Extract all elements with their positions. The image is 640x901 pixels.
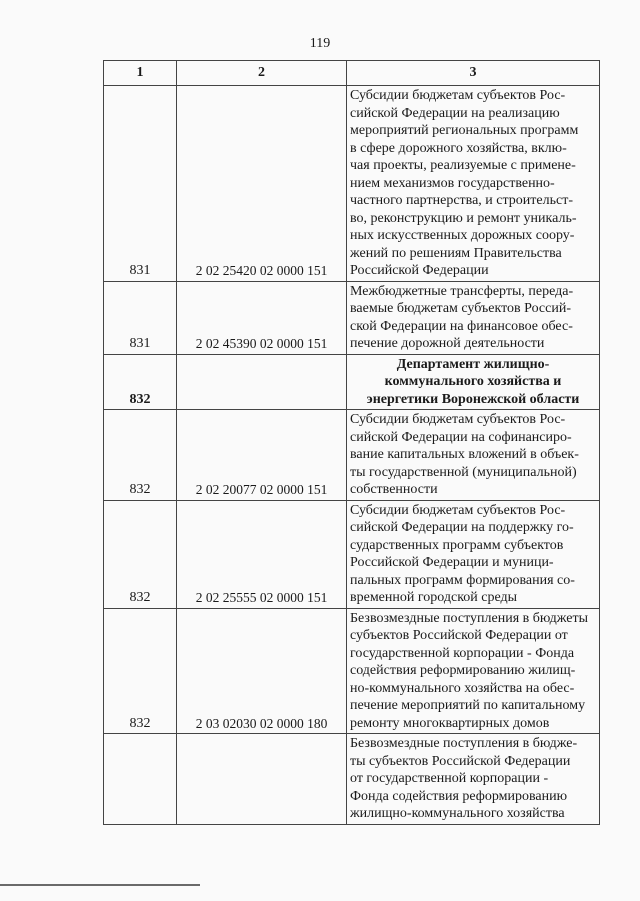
column-header-description: 3 [347, 61, 600, 86]
table-row [104, 86, 600, 282]
table-row [104, 410, 600, 501]
description-line: вание капитальных вложений в объек- [350, 447, 579, 462]
description-line: Субсидии бюджетам субъектов Рос- [350, 88, 566, 103]
description-cell [347, 281, 600, 354]
department-row [104, 354, 600, 410]
page-number: 119 [309, 36, 331, 51]
admin-code-cell: 832 [104, 410, 177, 501]
table-row [104, 734, 600, 825]
revenue-code-cell: 2 02 25420 02 0000 151 [177, 86, 347, 282]
description-line: собственности [350, 482, 438, 497]
description-line: государственной корпорации - Фонда [350, 645, 575, 661]
description-line: энергетики Воронежской области [366, 391, 580, 407]
description-line: ремонту многоквартирных домов [350, 715, 550, 731]
revenue-code-cell: 2 02 45390 02 0000 151 [177, 281, 347, 354]
description-line: жений по решениям Правительства [350, 245, 562, 261]
column-header-code: 2 [177, 61, 347, 86]
description-line: во, реконструкцию и ремонт уникаль- [350, 210, 577, 226]
description-line: печение мероприятий по капитальному [350, 698, 586, 713]
column-header-admin: 1 [104, 61, 177, 86]
revenue-code-cell: 2 02 25555 02 0000 151 [177, 500, 347, 608]
description-line: ных искусственных дорожных соору- [350, 228, 575, 243]
description-line: жилищно-коммунального хозяйства [350, 806, 565, 821]
description-line: временной городской среды [350, 590, 518, 605]
description-line: Субсидии бюджетам субъектов Рос- [350, 502, 566, 518]
revenue-code-cell: 2 02 20077 02 0000 151 [177, 410, 347, 501]
budget-table [103, 60, 600, 825]
description-line: печение дорожной деятельности [350, 336, 545, 351]
description-line: от государственной корпорации - [350, 771, 549, 786]
description-line: содействия реформированию жилищ- [350, 663, 576, 678]
description-cell [347, 86, 600, 282]
description-line: Департамент жилищно- [396, 356, 550, 372]
admin-code-cell: 832 [104, 608, 177, 734]
description-line: сийской Федерации на софинансиро- [350, 429, 572, 445]
description-line: чая проекты, реализуемые с примене- [350, 158, 576, 173]
description-line: Безвозмездные поступления в бюджеты [350, 610, 588, 626]
admin-code-cell: 832 [104, 354, 177, 410]
description-line: но-коммунального хозяйства на обес- [350, 680, 575, 696]
table-header-row [104, 61, 600, 86]
description-line: нием механизмов государственно- [350, 175, 555, 191]
description-line: Субсидии бюджетам субъектов Рос- [350, 412, 566, 427]
admin-code-cell: 831 [104, 281, 177, 354]
table-row [104, 281, 600, 354]
description-line: ты государственной (муниципальной) [350, 464, 577, 480]
description-cell [347, 354, 600, 410]
description-cell [347, 410, 600, 501]
description-line: Российской Федерации [350, 263, 489, 278]
admin-code-cell [104, 734, 177, 825]
page-bottom-rule [0, 884, 200, 886]
description-line: сударственных программ субъектов [350, 537, 564, 553]
admin-code-cell: 831 [104, 86, 177, 282]
revenue-code-cell [177, 354, 347, 410]
table-body [104, 86, 600, 825]
description-cell [347, 734, 600, 825]
description-line: пальных программ формирования со- [350, 572, 575, 588]
description-line: мероприятий региональных программ [350, 123, 579, 138]
admin-code-cell: 832 [104, 500, 177, 608]
description-line: Безвозмездные поступления в бюдже- [350, 736, 578, 751]
description-line: сийской Федерации на реализацию [350, 105, 560, 121]
description-line: ской Федерации на финансовое обес- [350, 318, 573, 334]
revenue-code-cell: 2 03 02030 02 0000 180 [177, 608, 347, 734]
description-line: сийской Федерации на поддержку го- [350, 520, 574, 535]
description-line: Российской Федерации и муници- [350, 555, 554, 570]
description-line: ты субъектов Российской Федерации [350, 753, 571, 769]
description-line: субъектов Российской Федерации от [350, 628, 568, 643]
description-line: ваемые бюджетам субъектов Россий- [350, 301, 571, 316]
revenue-code-cell [177, 734, 347, 825]
description-line: частного партнерства, и строительст- [350, 193, 573, 208]
table-row [104, 500, 600, 608]
description-line: Межбюджетные трансферты, переда- [350, 283, 574, 299]
table-row [104, 608, 600, 734]
description-cell [347, 500, 600, 608]
description-line: в сфере дорожного хозяйства, вклю- [350, 140, 567, 156]
description-cell [347, 608, 600, 734]
description-line: коммунального хозяйства и [384, 374, 562, 389]
description-line: Фонда содействия реформированию [350, 788, 568, 804]
